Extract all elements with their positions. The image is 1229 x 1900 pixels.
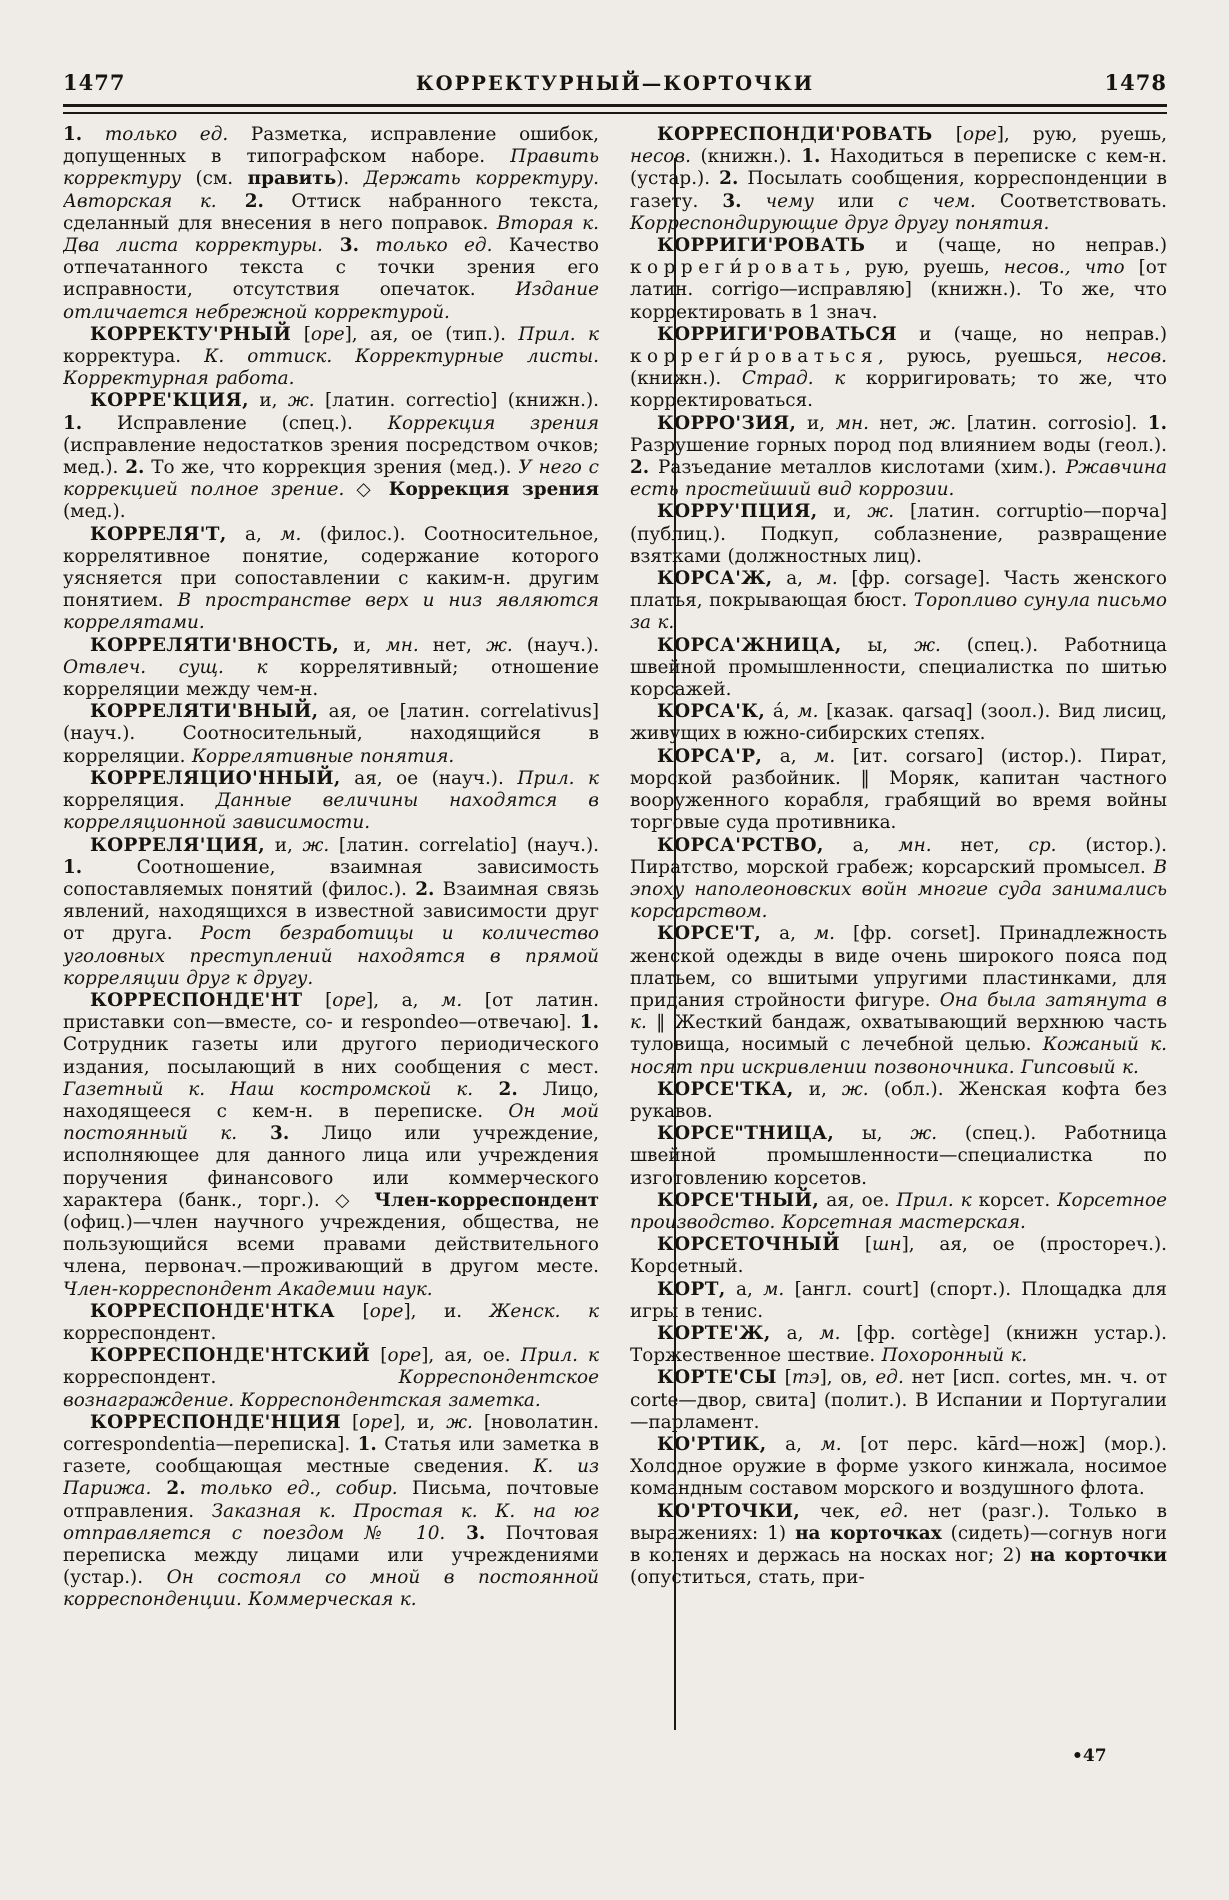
text-columns — [63, 124, 1167, 1784]
dictionary-entry: КО'РТОЧКИ, чек, ед. нет (разг.). Только в выражениях: 1) на корточках (сидеть)—согнув ноги в коленях и держась на носках ног; 2) на корточки (опуститься, стать, при- — [630, 1500, 1167, 1589]
dictionary-entry: КОРРЕ'КЦИЯ, и, ж. [латин. correctio] (книжн.). 1. Исправление (спец.). Коррекция зрения (исправление недостатков зрения посредством очков; мед.). 2. То же, что коррекция зрения (мед.). У него с коррекцией полное зрение. ◇ Коррекция зрения (мед.). — [63, 390, 600, 523]
dictionary-entry: КОРРЕЛЯЦИО'ННЫЙ, ая, ое (науч.). Прил. к корреляция. Данные величины находятся в корреляционной зависимости. — [63, 767, 599, 834]
dictionary-entry: 1. только ед. Разметка, исправление ошибок, допущенных в типографском наборе. Править корректуру (см. править). Держать корректуру. Авторская к. 2. Оттиск набранного текста, сделанный для внесения в него поправок. Вторая к. Два листа корректуры. 3. только ед. Качество отпечатанного текста с точки зрения его исправности, отсутствия опечаток. Издание отличается небрежной корректурой. — [63, 124, 599, 323]
dictionary-entry: КОРРЕСПОНДЕ'НТКА [оре], и. Женск. к корреспондент. — [63, 1300, 599, 1344]
running-head: КОРРЕКТУРНЫЙ—КОРТОЧКИ — [415, 72, 815, 95]
page-number-left: 1477 — [63, 70, 126, 95]
dictionary-entry: КОРРИГИ'РОВАТЬ и (чаще, но неправ.) корреги́ровать, рую, руешь, несов., что [от латин. corrigo—исправляю] (книжн.). То же, что корректировать в 1 знач. — [630, 235, 1167, 323]
dictionary-entry: КОРСЕ'ТКА, и, ж. (обл.). Женская кофта без рукавов. — [630, 1078, 1167, 1122]
dictionary-entry: КОРРЕСПОНДЕ'НЦИЯ [оре], и, ж. [новолатин. correspondentia—переписка]. 1. Статья или заметка в газете, сообщающая местные сведения. К. из Парижа. 2. только ед., собир. Письма, почтовые отправления. Заказная к. Простая к. К. на юг отправляется с поездом № 10. 3. Почтовая переписка между лицами или учреждениями (устар.). Он состоял со мной в постоянной корреспонденции. Коммерческая к. — [63, 1411, 600, 1611]
dictionary-entry: КОРРЕСПОНДЕ'НТ [оре], а, м. [от латин. приставки con—вместе, со- и respondeo—отвечаю]. 1. Сотрудник газеты или другого периодического издания, посылающий в них сообщения с мест. Газетный к. Наш костромской к. 2. Лицо, находящееся с кем-н. в переписке. Он мой постоянный к. 3. Лицо или учреждение, исполняющее для данного лица или учреждения поручения финансового или коммерческого характера (банк., торг.). ◇ Член-корреспондент (офиц.)—член научного учреждения, общества, не пользующийся всеми правами действительного члена, первонач.—проживающий в другом месте. Член-корреспондент Академии наук. — [63, 989, 600, 1300]
dictionary-entry: КОРСЕ'Т, а, м. [фр. corset]. Принадлежность женской одежды в виде очень широкого пояса под платьем, со вшитыми упругими пластинками, для придания стройности фигуре. Она была затянута в к. ‖ Жесткий бандаж, охватывающий верхнюю часть туловища, носимый с лечебной целью. Кожаный к. носят при искривлении позвоночника. Гипсовый к. — [630, 923, 1167, 1078]
dictionary-entry: КОРРИГИ'РОВАТЬСЯ и (чаще, но неправ.) корреги́роваться, руюсь, руешься, несов. (книжн.). Страд. к корригировать; то же, что корректироваться. — [630, 323, 1167, 412]
column-left — [63, 124, 599, 1612]
dictionary-entry: КОРСЕТОЧНЫЙ [шн], ая, ое (простореч.). Корсетный. — [630, 1234, 1167, 1278]
dictionary-entry: КОРСА'Ж, а, м. [фр. corsage]. Часть женского платья, покрывающая бюст. Торопливо сунула письмо за к. — [630, 568, 1167, 634]
dictionary-entry: КОРСА'РСТВО, а, мн. нет, ср. (истор.). Пиратство, морской грабеж; корсарский промысел. В эпоху наполеоновских войн многие суда занимались корсарством. — [630, 834, 1167, 923]
signature-mark: •47 — [1072, 1746, 1107, 1766]
dictionary-entry: КОРСА'К, а́, м. [казак. qarsaq] (зоол.). Вид лисиц, живущих в южно-сибирских степях. — [630, 701, 1167, 745]
dictionary-entry: КОРСА'Р, а, м. [ит. corsaro] (истор.). Пират, морской разбойник. ‖ Моряк, капитан частного вооруженного корабля, грабящий во время войны торговые суда противника. — [630, 745, 1167, 834]
header-double-rule — [63, 104, 1167, 114]
dictionary-entry: КОРТЕ'СЫ [тэ], ов, ед. нет [исп. cortes, мн. ч. от corte—двор, свита] (полит.). В Испании и Португалии—парламент. — [630, 1367, 1167, 1433]
dictionary-entry: КОРРЕЛЯ'Т, а, м. (филос.). Соотносительное, коррелятивное понятие, содержание которого уясняется при сопоставлении с каким-н. другим понятием. В пространстве верх и низ являются коррелятами. — [63, 523, 599, 634]
dictionary-entry: КОРТ, а, м. [англ. court] (спорт.). Площадка для игры в тенис. — [630, 1278, 1167, 1322]
page-number-right: 1478 — [1104, 70, 1167, 95]
dictionary-entry: КОРРЕЛЯТИ'ВНОСТЬ, и, мн. нет, ж. (науч.). Отвлеч. сущ. к коррелятивный; отношение корреляции между чем-н. — [63, 634, 599, 701]
dictionary-entry: КОРРЕСПОНДЕ'НТСКИЙ [оре], ая, ое. Прил. к корреспондент. Корреспондентское вознаграждение. Корреспондентская заметка. — [63, 1345, 599, 1411]
page-header — [63, 70, 1167, 98]
dictionary-entry: КОРРО'ЗИЯ, и, мн. нет, ж. [латин. corrosio]. 1. Разрушение горных пород под влиянием воды (геол.). 2. Разъедание металлов кислотами (хим.). Ржавчина есть простейший вид коррозии. — [630, 412, 1167, 501]
dictionary-entry: КОРСЕ'ТНЫЙ, ая, ое. Прил. к корсет. Корсетное производство. Корсетная мастерская. — [630, 1189, 1167, 1233]
dictionary-entry: КОРСА'ЖНИЦА, ы, ж. (спец.). Работница швейной промышленности, специалистка по шитью корсажей. — [630, 634, 1167, 701]
dictionary-entry: КОРРУ'ПЦИЯ, и, ж. [латин. corruptio—порча] (публиц.). Подкуп, соблазнение, развращение взятками (должностных лиц). — [630, 501, 1167, 567]
dictionary-entry: КОРТЕ'Ж, а, м. [фр. cortège] (книжн устар.). Торжественное шествие. Похоронный к. — [630, 1322, 1167, 1367]
dictionary-entry: КОРРЕКТУ'РНЫЙ [оре], ая, ое (тип.). Прил. к корректура. К. оттиск. Корректурные листы. Корректурная работа. — [63, 323, 599, 390]
dictionary-entry: КОРРЕЛЯТИ'ВНЫЙ, ая, ое [латин. correlativus] (науч.). Соотносительный, находящийся в корреляции. Коррелятивные понятия. — [63, 701, 599, 767]
dictionary-entry: КО'РТИК, а, м. [от перс. kārd—нож] (мор.). Холодное оружие в форме узкого кинжала, носимое командным составом морского и воздушного флота. — [630, 1433, 1167, 1500]
column-right — [630, 124, 1167, 1589]
dictionary-entry: КОРРЕСПОНДИ'РОВАТЬ [оре], рую, руешь, несов. (книжн.). 1. Находиться в переписке с кем-н. (устар.). 2. Посылать сообщения, корреспонденции в газету. 3. чему или с чем. Соответствовать. Корреспондирующие друг другу понятия. — [630, 124, 1167, 234]
dictionary-entry: КОРРЕЛЯ'ЦИЯ, и, ж. [латин. correlatio] (науч.). 1. Соотношение, взаимная зависимость сопоставляемых понятий (филос.). 2. Взаимная связь явлений, находящихся в известной зависимости друг от друга. Рост безработицы и количество уголовных преступлений находятся в прямой корреляции друг к другу. — [63, 834, 599, 989]
dictionary-entry: КОРСЕ"ТНИЦА, ы, ж. (спец.). Работница швейной промышленности—специалистка по изготовлению корсетов. — [630, 1123, 1167, 1189]
